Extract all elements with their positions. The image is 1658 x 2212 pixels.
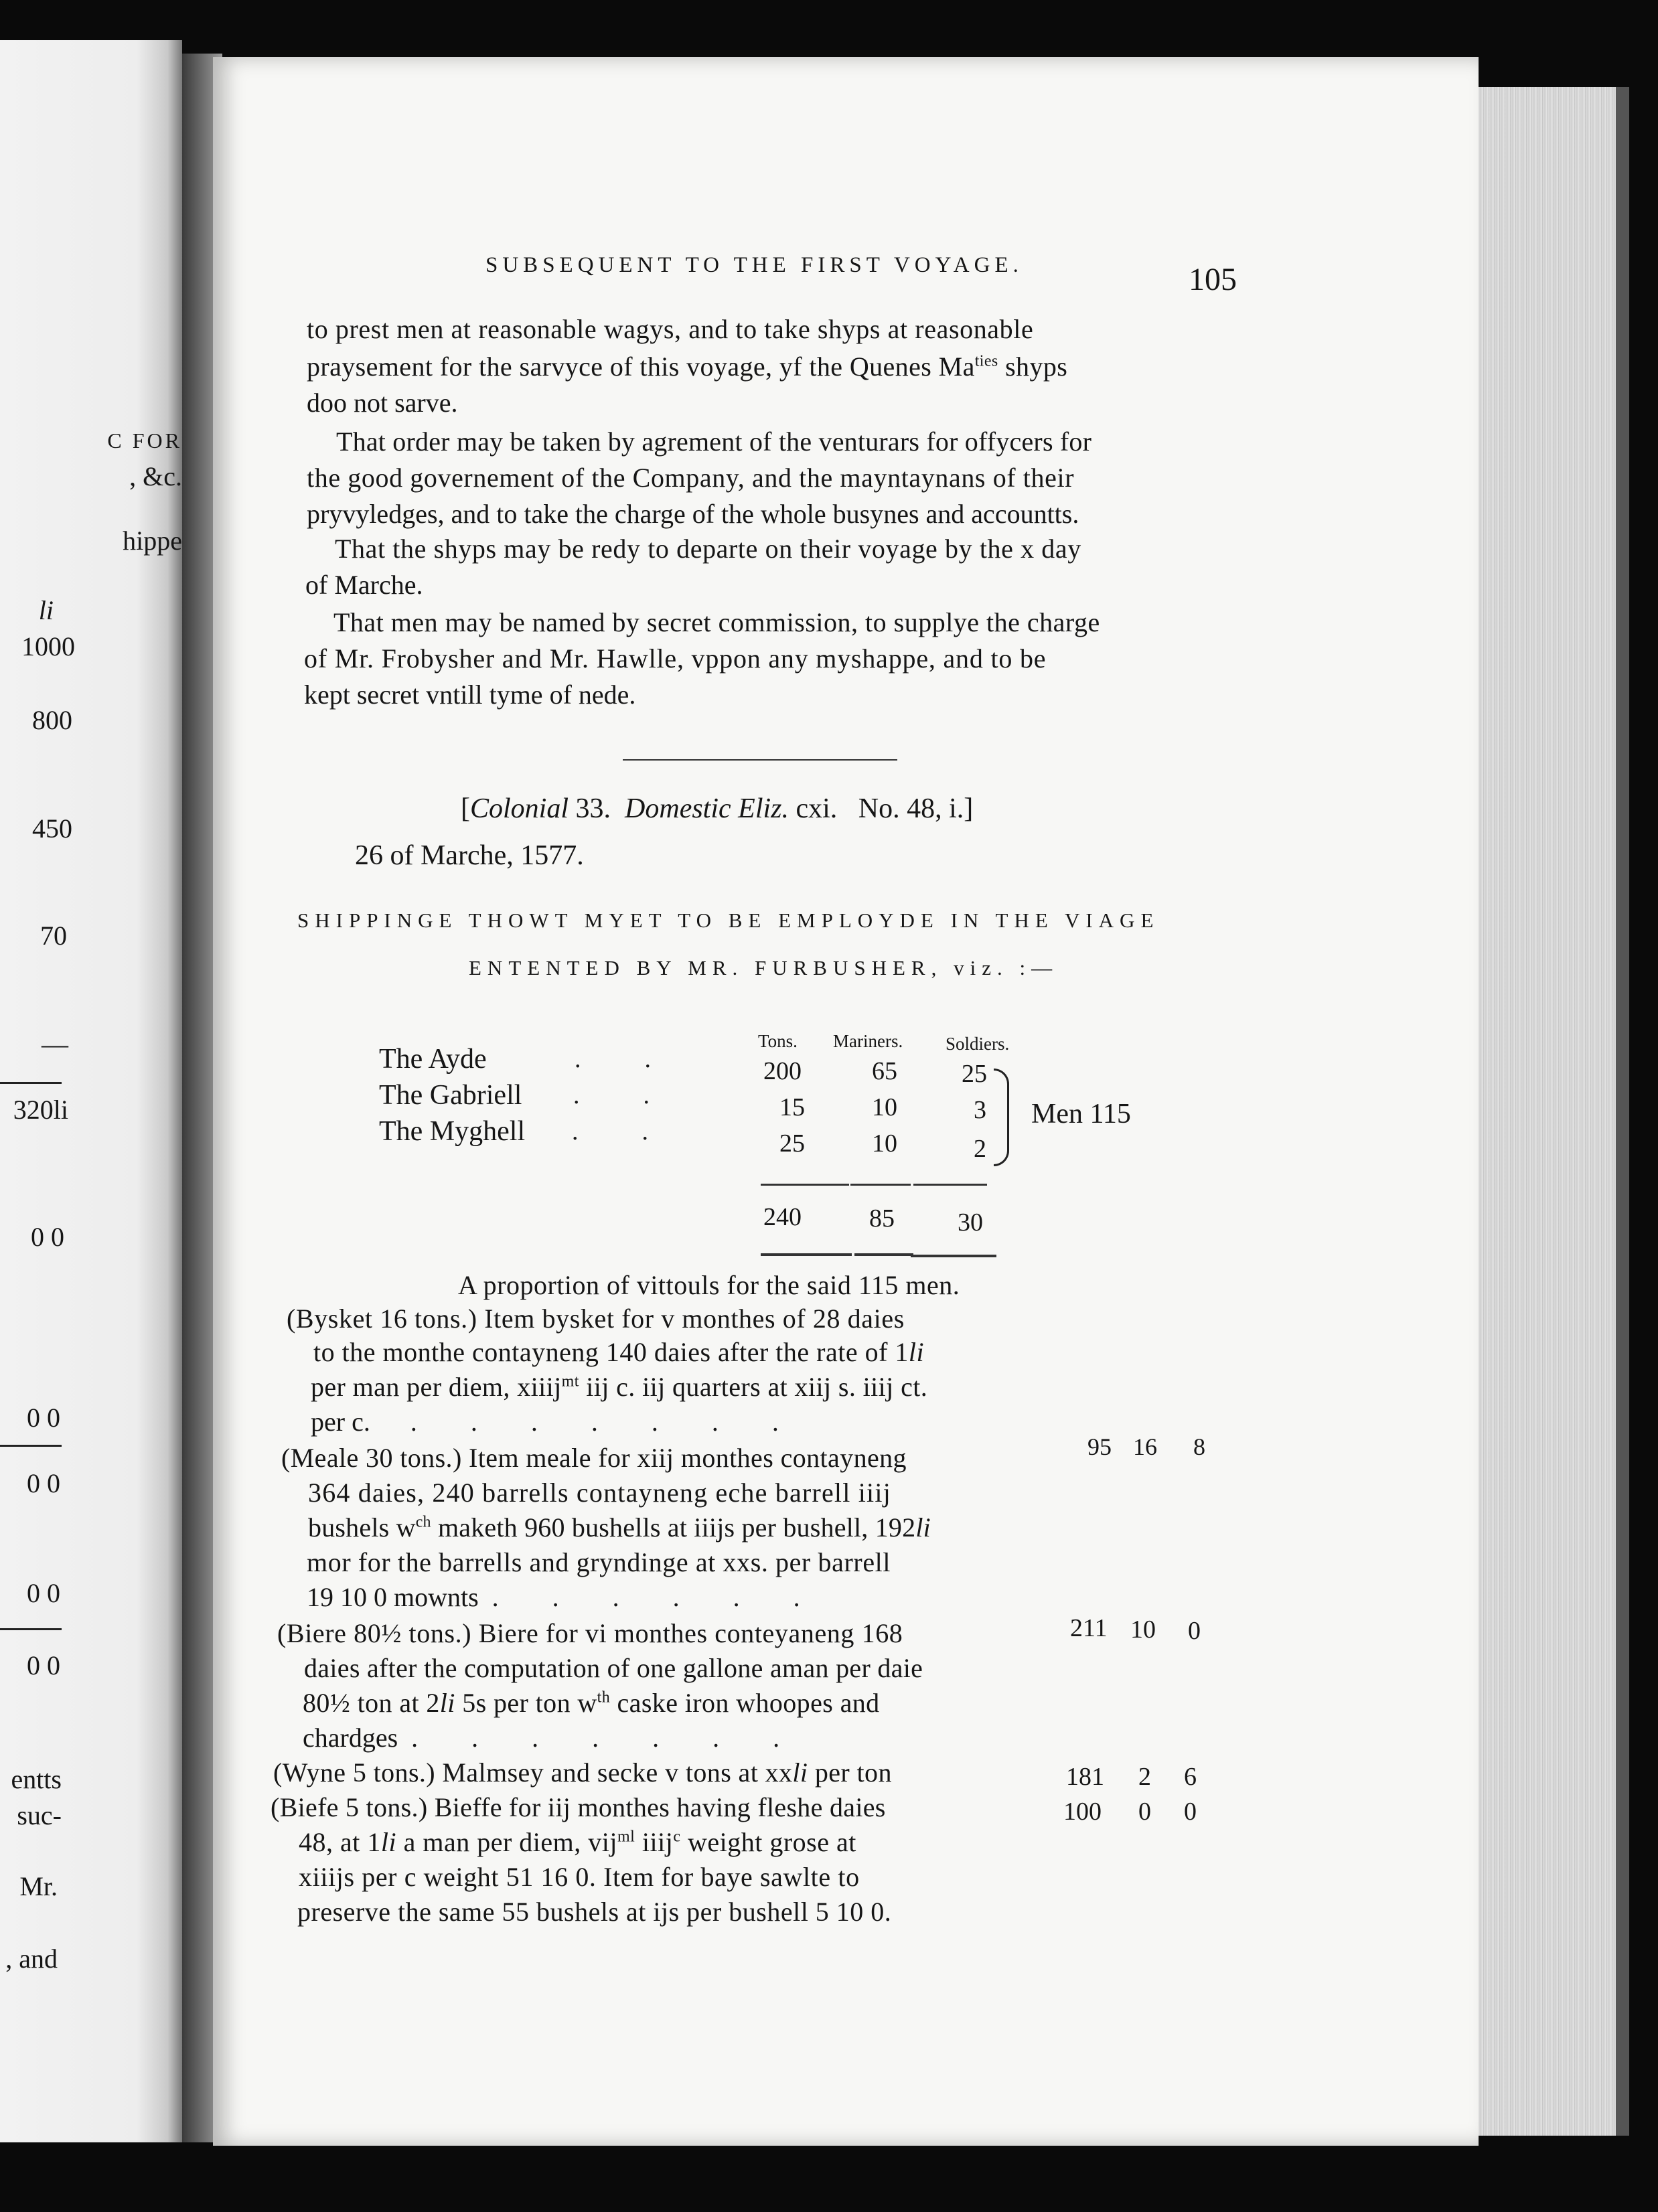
facing-page-line: 1000: [21, 631, 75, 661]
provision-line: per c. . . . . . . .: [311, 1407, 779, 1437]
facing-page-line: 0 0: [31, 1222, 64, 1252]
ship-soldiers: 25: [962, 1060, 987, 1088]
section-title-line-2: ENTENTED BY MR. FURBUSHER, viz. :—: [469, 956, 1059, 979]
facing-page-line: li: [38, 595, 54, 625]
provision-line: 364 daies, 240 barrells contayneng eche barrell iiij: [308, 1478, 891, 1508]
total-rule-mariners: [850, 1184, 911, 1186]
facing-page-rule: [0, 1445, 62, 1447]
provision-line: mor for the barrells and gryndinge at xxs. per barrell: [307, 1547, 891, 1577]
provision-line: 80½ ton at 2li 5s per ton $w^{th}$ caske iron whoopes and: [303, 1688, 880, 1718]
provision-line: 19 10 0 mownts . . . . . .: [307, 1582, 800, 1612]
ship-mariners: 10: [872, 1093, 897, 1121]
provision-line: per man per diem, xiiij$^{mt}$ iij c. iij quarters at xiij s. iiij ct.: [311, 1372, 928, 1402]
paragraph-line: praysement for the sarvyce of this voyage, yf the Quenes $Ma^{ties}$ shyps: [307, 351, 1068, 382]
amount-shillings: 2: [1138, 1763, 1151, 1791]
paragraph-line: pryvyledges, and to take the charge of the whole busynes and accountts.: [307, 499, 1079, 529]
provision-line: (Meale 30 tons.) Item meale for xiij monthes contayneng: [281, 1443, 907, 1473]
facing-page-line: entts: [11, 1764, 62, 1794]
document-citation: [461, 793, 973, 825]
total-double-rule: [854, 1253, 913, 1256]
provision-line: (Biefe 5 tons.) Bieffe for iij monthes having fleshe daies: [271, 1792, 886, 1822]
paragraph-line: That order may be taken by agrement of the venturars for offycers for: [336, 426, 1092, 457]
ship-name: The Ayde: [379, 1044, 487, 1075]
citation-reign: Domestic Eliz.: [625, 793, 789, 824]
column-header-mariners: Mariners.: [833, 1031, 903, 1051]
men-total-note: Men 115: [1031, 1099, 1131, 1129]
ship-name: The Gabriell: [379, 1080, 522, 1111]
column-header-soldiers: Soldiers.: [946, 1034, 1010, 1054]
leader-dots: . .: [575, 1045, 651, 1073]
document-date: 26 of Marche, 1577.: [355, 840, 584, 871]
ship-name: The Myghell: [379, 1116, 526, 1147]
facing-page-rule: [0, 1082, 62, 1084]
provision-line: (Wyne 5 tons.) Malmsey and secke v tons at xxli per ton: [273, 1757, 892, 1788]
total-tons: 240: [763, 1203, 802, 1231]
facing-page-line: 0 0: [27, 1650, 60, 1680]
facing-page-line: , and: [5, 1944, 58, 1974]
citation-number: cxi. No. 48, i.]: [789, 793, 974, 824]
facing-page-line: —: [42, 1029, 68, 1059]
amount-pence: 6: [1184, 1763, 1197, 1791]
amount-pounds: 100: [1063, 1798, 1102, 1826]
amount-pounds: 211: [1070, 1614, 1108, 1642]
facing-page-line: hippe: [123, 526, 182, 556]
page-edges: [1479, 87, 1616, 2136]
total-double-rule: [761, 1253, 852, 1256]
paragraph-line: That the shyps may be redy to departe on their voyage by the x day: [335, 534, 1081, 564]
amount-pence: 0: [1184, 1798, 1197, 1826]
provision-line: chardges . . . . . . .: [303, 1723, 780, 1753]
provisions-heading: A proportion of vittouls for the said 115 men.: [458, 1270, 960, 1300]
citation-series: Colonial: [470, 793, 569, 824]
facing-page-rule: [0, 1628, 62, 1630]
facing-page-line: , &c.: [129, 461, 182, 491]
grouping-brace: [994, 1069, 1009, 1166]
provision-line: (Bysket 16 tons.) Item bysket for v monthes of 28 daies: [287, 1304, 905, 1334]
facing-page-line: 0 0: [27, 1403, 60, 1433]
provision-line: (Biere 80½ tons.) Biere for vi monthes conteyaneng 168: [277, 1618, 903, 1648]
facing-page-line: C FOR: [107, 428, 182, 453]
amount-shillings: 10: [1130, 1615, 1156, 1644]
amount-pounds: 181: [1066, 1763, 1104, 1791]
ship-tons: 15: [779, 1093, 805, 1121]
provision-line: xiiijs per c weight 51 16 0. Item for baye sawlte to: [299, 1862, 860, 1892]
facing-page-line: suc-: [17, 1800, 62, 1830]
paragraph-line: of Marche.: [305, 570, 423, 600]
ship-soldiers: 2: [974, 1135, 986, 1163]
section-title-line-1: SHIPPINGE THOWT MYET TO BE EMPLOYDE IN THE VIAGE: [297, 908, 1160, 932]
amount-pence: 8: [1193, 1433, 1205, 1460]
facing-page-line: 450: [32, 813, 72, 844]
paragraph-line: doo not sarve.: [307, 388, 458, 418]
ship-tons: 25: [779, 1129, 805, 1158]
book-cover-edge: [1616, 87, 1629, 2136]
page-number: 105: [1189, 262, 1237, 297]
total-soldiers: 30: [958, 1208, 983, 1237]
ship-soldiers: 3: [974, 1096, 986, 1124]
total-mariners: 85: [869, 1204, 895, 1233]
provision-line: to the monthe contayneng 140 daies after the rate of 1li: [313, 1337, 925, 1367]
paragraph-line: of Mr. Frobysher and Mr. Hawlle, vppon any myshappe, and to be: [304, 643, 1047, 674]
paragraph-line: to prest men at reasonable wagys, and to take shyps at reasonable: [307, 314, 1034, 344]
running-title: SUBSEQUENT TO THE FIRST VOYAGE.: [485, 253, 1023, 277]
citation-bracket: [: [461, 793, 470, 824]
paragraph-line: That men may be named by secret commission, to supplye the charge: [333, 607, 1100, 637]
facing-page-line: 800: [32, 705, 72, 735]
ship-mariners: 65: [872, 1057, 897, 1085]
column-header-tons: Tons.: [758, 1031, 798, 1051]
amount-pounds: 95: [1087, 1433, 1112, 1460]
total-double-rule: [911, 1255, 996, 1257]
facing-page-line: 0 0: [27, 1468, 60, 1498]
ship-tons: 200: [763, 1057, 802, 1085]
ship-mariners: 10: [872, 1129, 897, 1158]
facing-page-line: 70: [40, 921, 67, 951]
leader-dots: . .: [573, 1081, 650, 1109]
provision-line: bushels $w^{ch}$ maketh 960 bushells at iiijs per bushell, 192li: [308, 1512, 931, 1543]
facing-page: [0, 40, 182, 2142]
citation-volume: 33.: [569, 793, 625, 824]
provision-line: daies after the computation of one gallone aman per daie: [304, 1653, 923, 1683]
provision-line: preserve the same 55 bushels at ijs per bushell 5 10 0.: [297, 1897, 892, 1927]
facing-page-line: Mr.: [19, 1871, 58, 1901]
facing-page-line: 320li: [13, 1095, 68, 1125]
facing-page-line: 0 0: [27, 1578, 60, 1608]
paragraph-line: the good governement of the Company, and the mayntaynans of their: [307, 463, 1075, 493]
amount-shillings: 16: [1133, 1433, 1157, 1460]
amount-pence: 0: [1188, 1617, 1201, 1645]
section-divider: [623, 759, 897, 761]
total-rule-soldiers: [913, 1184, 987, 1186]
total-rule-tons: [761, 1184, 849, 1186]
leader-dots: . .: [572, 1117, 648, 1146]
amount-shillings: 0: [1138, 1798, 1151, 1826]
provision-line: 48, at 1li a man per diem, vij$^{ml}$ iiij$^c$ weight grose at: [299, 1827, 856, 1857]
paragraph-line: kept secret vntill tyme of nede.: [304, 680, 636, 710]
